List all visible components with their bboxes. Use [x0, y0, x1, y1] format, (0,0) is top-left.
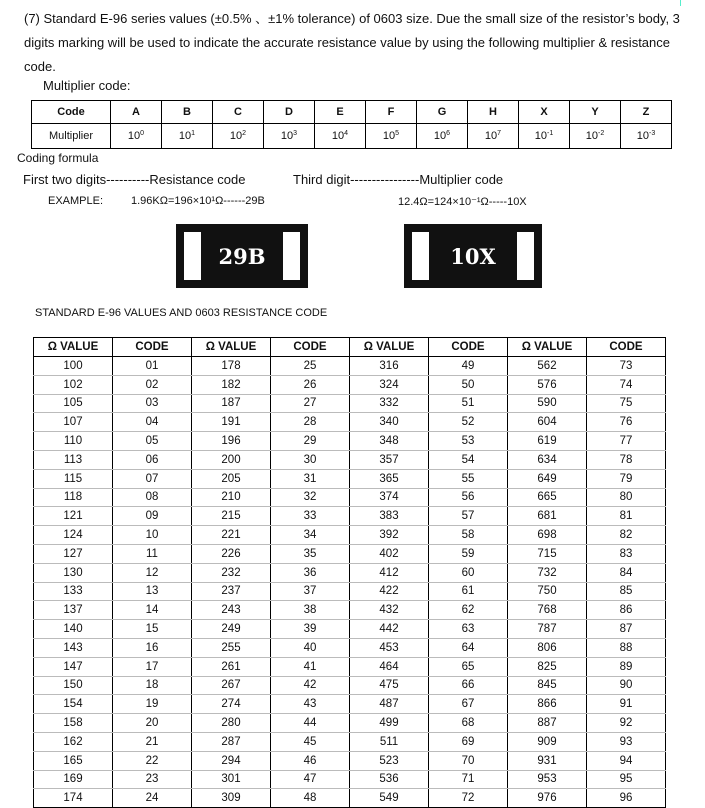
- table-row: [34, 582, 666, 601]
- resistance-value-cell: 154: [34, 695, 113, 714]
- resistance-value-cell: 147: [34, 657, 113, 676]
- table-row: [34, 714, 666, 733]
- table-row: [34, 732, 666, 751]
- multiplier-base: 10: [280, 130, 294, 142]
- multiplier-code-cell: E: [315, 101, 366, 124]
- resistance-code-cell: 11: [113, 544, 192, 563]
- resistance-value-cell: 221: [192, 526, 271, 545]
- resistance-code-cell: 60: [429, 563, 508, 582]
- resistance-value-cell: 105: [34, 394, 113, 413]
- resistance-value-cell: 909: [508, 732, 587, 751]
- resistance-code-cell: 47: [271, 770, 350, 789]
- value-column-header: Ω VALUE: [192, 338, 271, 357]
- resistance-code-cell: 42: [271, 676, 350, 695]
- resistance-code-cell: 31: [271, 469, 350, 488]
- e96-table-title: STANDARD E-96 VALUES AND 0603 RESISTANCE CODE: [35, 307, 328, 319]
- resistance-value-cell: 402: [350, 544, 429, 563]
- resistance-code-cell: 54: [429, 450, 508, 469]
- resistance-code-cell: 30: [271, 450, 350, 469]
- multiplier-value-cell: [315, 124, 366, 149]
- resistance-code-cell: 57: [429, 507, 508, 526]
- resistance-code-cell: 56: [429, 488, 508, 507]
- resistance-value-cell: 976: [508, 789, 587, 808]
- resistance-value-cell: 422: [350, 582, 429, 601]
- table-row: [34, 413, 666, 432]
- resistance-code-cell: 76: [587, 413, 666, 432]
- resistance-value-cell: 174: [34, 789, 113, 808]
- table-row: [34, 357, 666, 376]
- resistance-code-cell: 81: [587, 507, 666, 526]
- resistance-code-cell: 94: [587, 751, 666, 770]
- multiplier-code-cell: G: [417, 101, 468, 124]
- resistance-value-cell: 768: [508, 601, 587, 620]
- resistance-value-cell: 165: [34, 751, 113, 770]
- resistance-value-cell: 287: [192, 732, 271, 751]
- resistance-code-cell: 67: [429, 695, 508, 714]
- resistance-code-cell: 51: [429, 394, 508, 413]
- resistance-code-cell: 46: [271, 751, 350, 770]
- multiplier-base: 10: [127, 130, 141, 142]
- resistance-code-cell: 27: [271, 394, 350, 413]
- resistance-value-cell: 442: [350, 620, 429, 639]
- resistance-code-cell: 15: [113, 620, 192, 639]
- multiplier-header-cell: Code: [32, 101, 111, 124]
- resistance-code-cell: 37: [271, 582, 350, 601]
- resistance-value-cell: 115: [34, 469, 113, 488]
- multiplier-code-cell: D: [264, 101, 315, 124]
- multiplier-value-cell: [519, 124, 570, 149]
- resistance-code-cell: 72: [429, 789, 508, 808]
- corner-mark: [680, 0, 681, 6]
- resistance-code-cell: 96: [587, 789, 666, 808]
- resistance-code-cell: 41: [271, 657, 350, 676]
- multiplier-value-cell: [264, 124, 315, 149]
- resistance-code-cell: 04: [113, 413, 192, 432]
- resistance-code-cell: 75: [587, 394, 666, 413]
- resistance-value-cell: 374: [350, 488, 429, 507]
- resistance-value-cell: 475: [350, 676, 429, 695]
- table-row: [34, 432, 666, 451]
- resistance-code-cell: 05: [113, 432, 192, 451]
- resistance-code-cell: 08: [113, 488, 192, 507]
- resistance-value-cell: 237: [192, 582, 271, 601]
- resistance-code-cell: 10: [113, 526, 192, 545]
- resistance-value-cell: 113: [34, 450, 113, 469]
- resistance-code-cell: 87: [587, 620, 666, 639]
- resistance-value-cell: 665: [508, 488, 587, 507]
- code-column-header: CODE: [587, 338, 666, 357]
- resistance-value-cell: 301: [192, 770, 271, 789]
- example-label: EXAMPLE:: [48, 195, 104, 207]
- multiplier-exponent: 1: [191, 130, 196, 137]
- resistance-code-cell: 24: [113, 789, 192, 808]
- table-row: [34, 450, 666, 469]
- multiplier-base: 10: [585, 130, 598, 142]
- resistance-code-cell: 63: [429, 620, 508, 639]
- resistance-value-cell: 536: [350, 770, 429, 789]
- table-row: [34, 507, 666, 526]
- table-row: [34, 526, 666, 545]
- rule-resistance-code: First two digits----------Resistance code: [23, 172, 246, 187]
- resistance-value-cell: 324: [350, 375, 429, 394]
- resistance-value-cell: 110: [34, 432, 113, 451]
- table-row: [34, 751, 666, 770]
- resistance-code-cell: 53: [429, 432, 508, 451]
- resistance-value-cell: 432: [350, 601, 429, 620]
- resistance-value-cell: 140: [34, 620, 113, 639]
- resistance-code-cell: 93: [587, 732, 666, 751]
- resistance-value-cell: 267: [192, 676, 271, 695]
- resistance-code-cell: 14: [113, 601, 192, 620]
- resistance-value-cell: 392: [350, 526, 429, 545]
- multiplier-exponent: 7: [497, 130, 502, 137]
- resistance-value-cell: 619: [508, 432, 587, 451]
- multiplier-exponent: -3: [649, 130, 656, 137]
- resistance-code-cell: 91: [587, 695, 666, 714]
- table-row: [34, 620, 666, 639]
- resistance-code-cell: 59: [429, 544, 508, 563]
- multiplier-exponent: 4: [344, 130, 349, 137]
- resistance-value-cell: 158: [34, 714, 113, 733]
- code-column-header: CODE: [113, 338, 192, 357]
- resistance-value-cell: 357: [350, 450, 429, 469]
- multiplier-code-cell: B: [162, 101, 213, 124]
- resistance-value-cell: 732: [508, 563, 587, 582]
- resistance-code-cell: 66: [429, 676, 508, 695]
- example-1: 1.96KΩ=196×10¹Ω------29B: [131, 195, 265, 207]
- resistance-value-cell: 750: [508, 582, 587, 601]
- resistor-chip-illustration: [404, 224, 542, 288]
- multiplier-value-cell: [162, 124, 213, 149]
- multiplier-code-cell: A: [111, 101, 162, 124]
- multiplier-base: 10: [484, 130, 498, 142]
- resistance-value-cell: 715: [508, 544, 587, 563]
- multiplier-base: 10: [382, 130, 396, 142]
- resistance-code-cell: 19: [113, 695, 192, 714]
- table-row: [34, 488, 666, 507]
- multiplier-exponent: 2: [242, 130, 247, 137]
- multiplier-value-cell: [621, 124, 672, 149]
- resistance-code-cell: 01: [113, 357, 192, 376]
- resistance-value-cell: 169: [34, 770, 113, 789]
- resistance-value-cell: 118: [34, 488, 113, 507]
- resistance-value-cell: 137: [34, 601, 113, 620]
- resistance-value-cell: 332: [350, 394, 429, 413]
- resistance-code-cell: 16: [113, 638, 192, 657]
- multiplier-exponent: -2: [598, 130, 605, 137]
- resistance-value-cell: 121: [34, 507, 113, 526]
- multiplier-table: [31, 100, 672, 149]
- multiplier-value-cell: [213, 124, 264, 149]
- resistance-value-cell: 309: [192, 789, 271, 808]
- resistance-code-cell: 43: [271, 695, 350, 714]
- resistance-code-cell: 49: [429, 357, 508, 376]
- resistance-value-cell: 124: [34, 526, 113, 545]
- resistance-code-cell: 39: [271, 620, 350, 639]
- multiplier-value-cell: [468, 124, 519, 149]
- table-row: [34, 601, 666, 620]
- resistance-value-cell: 107: [34, 413, 113, 432]
- resistance-code-cell: 23: [113, 770, 192, 789]
- resistance-value-cell: 806: [508, 638, 587, 657]
- code-column-header: CODE: [271, 338, 350, 357]
- resistance-value-cell: 634: [508, 450, 587, 469]
- resistance-code-cell: 29: [271, 432, 350, 451]
- resistance-code-cell: 21: [113, 732, 192, 751]
- resistance-value-cell: 887: [508, 714, 587, 733]
- resistance-value-cell: 825: [508, 657, 587, 676]
- resistance-value-cell: 274: [192, 695, 271, 714]
- resistance-code-cell: 83: [587, 544, 666, 563]
- resistance-value-cell: 866: [508, 695, 587, 714]
- resistance-value-cell: 576: [508, 375, 587, 394]
- resistance-value-cell: 453: [350, 638, 429, 657]
- resistance-code-cell: 55: [429, 469, 508, 488]
- resistance-value-cell: 604: [508, 413, 587, 432]
- value-column-header: Ω VALUE: [34, 338, 113, 357]
- resistance-value-cell: 931: [508, 751, 587, 770]
- multiplier-base: 10: [534, 130, 547, 142]
- resistance-code-cell: 85: [587, 582, 666, 601]
- resistance-code-cell: 34: [271, 526, 350, 545]
- resistance-code-cell: 20: [113, 714, 192, 733]
- resistance-code-cell: 40: [271, 638, 350, 657]
- resistance-value-cell: 232: [192, 563, 271, 582]
- resistance-code-cell: 33: [271, 507, 350, 526]
- resistance-value-cell: 127: [34, 544, 113, 563]
- multiplier-base: 10: [636, 130, 649, 142]
- resistance-code-cell: 71: [429, 770, 508, 789]
- multiplier-exponent: 3: [293, 130, 298, 137]
- resistance-value-cell: 340: [350, 413, 429, 432]
- resistor-chip-illustration: [176, 224, 308, 288]
- code-column-header: CODE: [429, 338, 508, 357]
- table-row: [34, 676, 666, 695]
- multiplier-code-cell: Z: [621, 101, 672, 124]
- resistance-value-cell: 102: [34, 375, 113, 394]
- resistance-value-cell: 261: [192, 657, 271, 676]
- resistance-code-cell: 52: [429, 413, 508, 432]
- multiplier-value-cell: [111, 124, 162, 149]
- multiplier-exponent: 5: [395, 130, 400, 137]
- resistance-value-cell: 365: [350, 469, 429, 488]
- resistance-value-cell: 143: [34, 638, 113, 657]
- resistance-value-cell: 549: [350, 789, 429, 808]
- table-row: [34, 375, 666, 394]
- multiplier-code-cell: H: [468, 101, 519, 124]
- resistance-value-cell: 182: [192, 375, 271, 394]
- resistance-code-cell: 69: [429, 732, 508, 751]
- resistance-value-cell: 562: [508, 357, 587, 376]
- resistance-code-cell: 78: [587, 450, 666, 469]
- resistance-value-cell: 130: [34, 563, 113, 582]
- table-row: [34, 770, 666, 789]
- resistance-code-cell: 13: [113, 582, 192, 601]
- multiplier-value-cell: [570, 124, 621, 149]
- table-row: [34, 657, 666, 676]
- resistance-code-cell: 26: [271, 375, 350, 394]
- multiplier-code-cell: F: [366, 101, 417, 124]
- resistance-code-cell: 25: [271, 357, 350, 376]
- resistance-code-cell: 89: [587, 657, 666, 676]
- chip-marking: 29B: [218, 243, 266, 269]
- resistance-code-cell: 22: [113, 751, 192, 770]
- resistance-code-cell: 44: [271, 714, 350, 733]
- chip-marking: 10X: [450, 243, 496, 269]
- resistance-value-cell: 133: [34, 582, 113, 601]
- rule-multiplier-code: Third digit----------------Multiplier code: [293, 172, 504, 187]
- resistance-code-cell: 90: [587, 676, 666, 695]
- resistance-value-cell: 150: [34, 676, 113, 695]
- resistance-value-cell: 178: [192, 357, 271, 376]
- resistance-value-cell: 210: [192, 488, 271, 507]
- resistance-code-cell: 03: [113, 394, 192, 413]
- e96-table: [33, 337, 666, 808]
- resistance-code-cell: 61: [429, 582, 508, 601]
- resistance-code-cell: 12: [113, 563, 192, 582]
- multiplier-base: 10: [229, 130, 243, 142]
- resistance-value-cell: 200: [192, 450, 271, 469]
- resistance-value-cell: 255: [192, 638, 271, 657]
- multiplier-code-cell: C: [213, 101, 264, 124]
- resistance-value-cell: 787: [508, 620, 587, 639]
- resistance-code-cell: 82: [587, 526, 666, 545]
- resistance-value-cell: 845: [508, 676, 587, 695]
- resistance-code-cell: 32: [271, 488, 350, 507]
- table-row: [34, 563, 666, 582]
- resistance-code-cell: 38: [271, 601, 350, 620]
- table-row: [34, 469, 666, 488]
- resistance-code-cell: 73: [587, 357, 666, 376]
- multiplier-base: 10: [331, 130, 345, 142]
- resistance-code-cell: 95: [587, 770, 666, 789]
- resistance-code-cell: 50: [429, 375, 508, 394]
- resistance-code-cell: 86: [587, 601, 666, 620]
- resistance-value-cell: 649: [508, 469, 587, 488]
- resistance-code-cell: 79: [587, 469, 666, 488]
- resistance-code-cell: 80: [587, 488, 666, 507]
- resistance-value-cell: 196: [192, 432, 271, 451]
- resistance-value-cell: 698: [508, 526, 587, 545]
- resistance-code-cell: 92: [587, 714, 666, 733]
- resistance-value-cell: 187: [192, 394, 271, 413]
- resistance-value-cell: 499: [350, 714, 429, 733]
- multiplier-row-label: Multiplier: [32, 124, 111, 149]
- resistance-value-cell: 205: [192, 469, 271, 488]
- multiplier-value-cell: [417, 124, 468, 149]
- resistance-value-cell: 464: [350, 657, 429, 676]
- resistance-value-cell: 100: [34, 357, 113, 376]
- multiplier-code-cell: X: [519, 101, 570, 124]
- resistance-value-cell: 383: [350, 507, 429, 526]
- resistance-code-cell: 45: [271, 732, 350, 751]
- resistance-value-cell: 953: [508, 770, 587, 789]
- coding-formula-title: Coding formula: [17, 151, 99, 165]
- multiplier-code-cell: Y: [570, 101, 621, 124]
- resistance-code-cell: 35: [271, 544, 350, 563]
- resistance-value-cell: 280: [192, 714, 271, 733]
- resistance-value-cell: 681: [508, 507, 587, 526]
- resistance-code-cell: 09: [113, 507, 192, 526]
- resistance-code-cell: 74: [587, 375, 666, 394]
- multiplier-base: 10: [178, 130, 192, 142]
- resistance-code-cell: 17: [113, 657, 192, 676]
- resistance-value-cell: 511: [350, 732, 429, 751]
- table-row: [34, 789, 666, 808]
- multiplier-base: 10: [433, 130, 447, 142]
- multiplier-label: Multiplier code:: [43, 78, 131, 93]
- intro-paragraph: (7) Standard E-96 series values (±0.5% 、±1% tolerance) of 0603 size. Due the small size of the resistor’s body, 3 digits marking will be used to indicate the accurate resistance value by using the following multiplier & resistance code.: [24, 11, 680, 74]
- table-row: [34, 394, 666, 413]
- resistance-code-cell: 68: [429, 714, 508, 733]
- resistance-value-cell: 487: [350, 695, 429, 714]
- example-2: 12.4Ω=124×10⁻¹Ω-----10X: [398, 196, 527, 208]
- table-row: [34, 638, 666, 657]
- resistance-code-cell: 28: [271, 413, 350, 432]
- resistance-value-cell: 348: [350, 432, 429, 451]
- multiplier-value-cell: [366, 124, 417, 149]
- resistance-code-cell: 62: [429, 601, 508, 620]
- resistance-value-cell: 523: [350, 751, 429, 770]
- resistance-code-cell: 06: [113, 450, 192, 469]
- multiplier-exponent: 6: [446, 130, 451, 137]
- resistance-value-cell: 243: [192, 601, 271, 620]
- resistance-code-cell: 02: [113, 375, 192, 394]
- resistance-code-cell: 88: [587, 638, 666, 657]
- resistance-code-cell: 64: [429, 638, 508, 657]
- resistance-code-cell: 48: [271, 789, 350, 808]
- resistance-code-cell: 77: [587, 432, 666, 451]
- resistance-code-cell: 36: [271, 563, 350, 582]
- resistance-code-cell: 70: [429, 751, 508, 770]
- resistance-value-cell: 249: [192, 620, 271, 639]
- resistance-value-cell: 226: [192, 544, 271, 563]
- resistance-value-cell: 590: [508, 394, 587, 413]
- resistance-code-cell: 84: [587, 563, 666, 582]
- multiplier-exponent: 0: [140, 130, 145, 137]
- value-column-header: Ω VALUE: [508, 338, 587, 357]
- resistance-value-cell: 294: [192, 751, 271, 770]
- resistance-code-cell: 58: [429, 526, 508, 545]
- resistance-value-cell: 316: [350, 357, 429, 376]
- multiplier-exponent: -1: [547, 130, 554, 137]
- resistance-code-cell: 65: [429, 657, 508, 676]
- resistance-value-cell: 412: [350, 563, 429, 582]
- table-row: [34, 544, 666, 563]
- value-column-header: Ω VALUE: [350, 338, 429, 357]
- table-row: [34, 695, 666, 714]
- resistance-value-cell: 162: [34, 732, 113, 751]
- resistance-code-cell: 07: [113, 469, 192, 488]
- resistance-value-cell: 191: [192, 413, 271, 432]
- resistance-code-cell: 18: [113, 676, 192, 695]
- resistance-value-cell: 215: [192, 507, 271, 526]
